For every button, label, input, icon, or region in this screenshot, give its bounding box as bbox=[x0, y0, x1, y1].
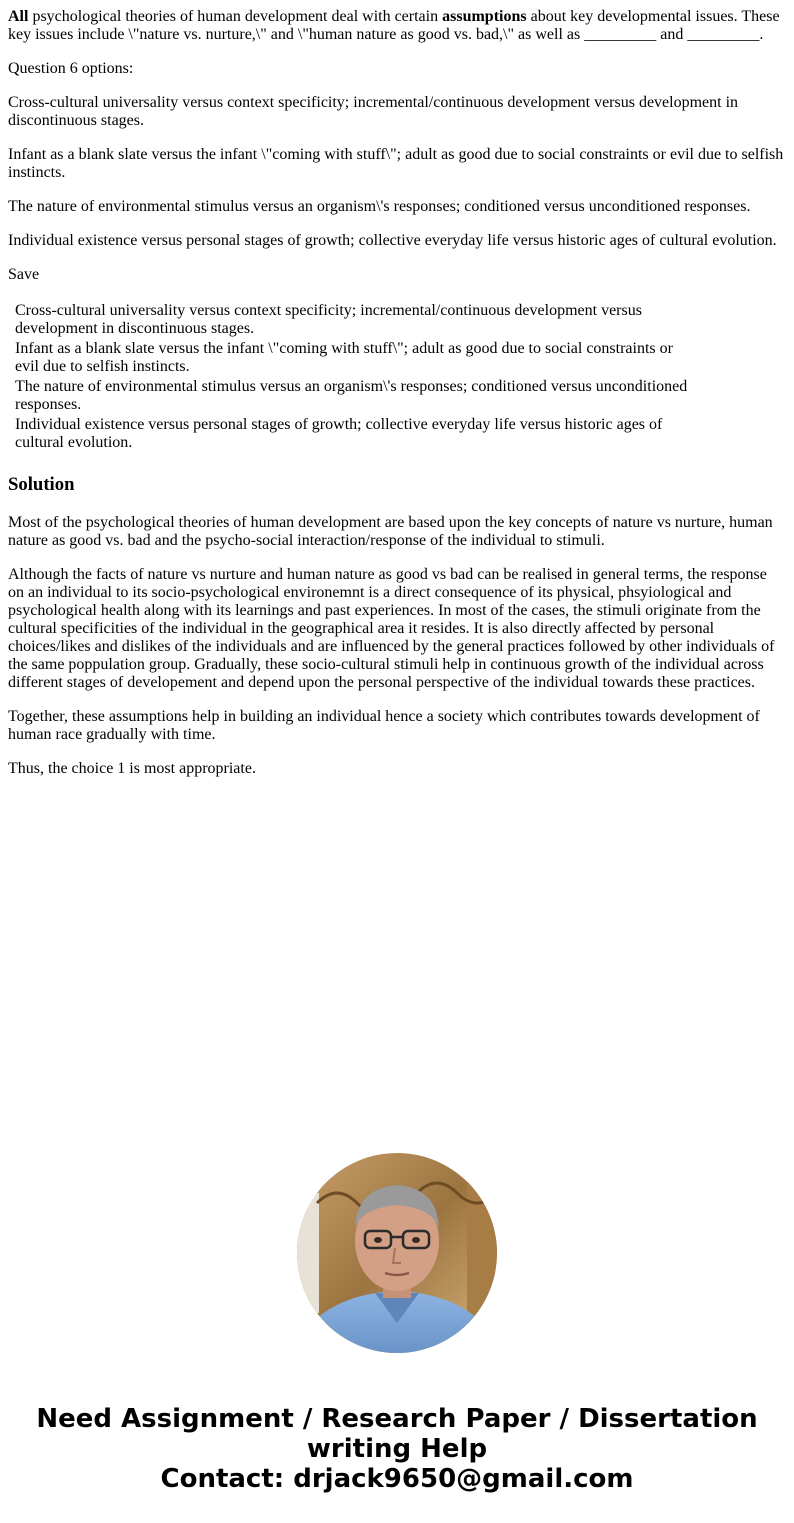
options-table bbox=[11, 300, 699, 454]
footer-banner bbox=[0, 1404, 794, 1494]
option-cell-4[interactable]: Individual existence versus personal stages of growth; collective everyday life versus historic ages of cultural evolution. bbox=[15, 416, 663, 451]
solution-paragraph-4: Thus, the choice 1 is most appropriate. bbox=[8, 760, 256, 777]
option-text-3: The nature of environmental stimulus versus an organism\'s responses; conditioned versus unconditioned responses. bbox=[8, 198, 751, 215]
document-content bbox=[8, 8, 786, 794]
option-cell-3[interactable]: The nature of environmental stimulus versus an organism\'s responses; conditioned versus unconditioned responses. bbox=[15, 378, 688, 413]
table-row bbox=[15, 378, 695, 414]
option-cell-2[interactable]: Infant as a blank slate versus the infant \"coming with stuff\"; adult as good due to social constraints or evil due to selfish instincts. bbox=[15, 340, 673, 375]
option-cell-1[interactable]: Cross-cultural universality versus context specificity; incremental/continuous development versus development in discontinuous stages. bbox=[15, 302, 642, 337]
question-bold-start: All bbox=[8, 8, 29, 25]
question-text bbox=[8, 8, 786, 44]
save-button[interactable]: Save bbox=[8, 266, 40, 283]
options-heading: Question 6 options: bbox=[8, 60, 134, 77]
avatar-portrait-icon bbox=[297, 1153, 497, 1353]
avatar bbox=[297, 1153, 497, 1353]
solution-paragraph-3: Together, these assumptions help in building an individual hence a society which contributes towards development of human race gradually with time. bbox=[8, 708, 760, 743]
table-row bbox=[15, 416, 695, 452]
solution-heading: Solution bbox=[8, 474, 75, 495]
question-text-end: about key developmental issues. These key issues include \"nature vs. nurture,\" and \"human nature as good vs. bad,\" as well as _________ and _________. bbox=[8, 8, 780, 43]
table-row bbox=[15, 302, 695, 338]
footer-line-1: Need Assignment / Research Paper / Dissertation writing Help bbox=[36, 1404, 758, 1464]
option-text-4: Individual existence versus personal stages of growth; collective everyday life versus historic ages of cultural evolution. bbox=[8, 232, 777, 249]
option-text-2: Infant as a blank slate versus the infant \"coming with stuff\"; adult as good due to social constraints or evil due to selfish instincts. bbox=[8, 146, 784, 181]
table-row bbox=[15, 340, 695, 376]
solution-paragraph-2: Although the facts of nature vs nurture and human nature as good vs bad can be realised in general terms, the response on an individual to its socio-psychological environemnt is a direct consequence of its physical, phsyiological and psychological health along with its learnings and past experiences. In most of the cases, the stimuli originate from the cultural specificities of the individual in the geographical area it resides. It is also directly affected by personal choices/likes and dislikes of the individuals and are influenced by the general practices followed by other individuals of the same poppulation group. Gradually, these socio-cultural stimuli help in continuous growth of the individual across different stages of developement and depend upon the personal perspective of the individual towards these practices. bbox=[8, 566, 775, 691]
question-bold-mid: assumptions bbox=[442, 8, 527, 25]
option-text-1: Cross-cultural universality versus context specificity; incremental/continuous development versus development in discontinuous stages. bbox=[8, 94, 739, 129]
solution-paragraph-1: Most of the psychological theories of human development are based upon the key concepts of nature vs nurture, human nature as good vs. bad and the psycho-social interaction/response of the individual to stimuli. bbox=[8, 514, 773, 549]
footer-contact: Contact: drjack9650@gmail.com bbox=[160, 1464, 634, 1494]
question-text-mid: psychological theories of human development deal with certain bbox=[28, 8, 443, 25]
